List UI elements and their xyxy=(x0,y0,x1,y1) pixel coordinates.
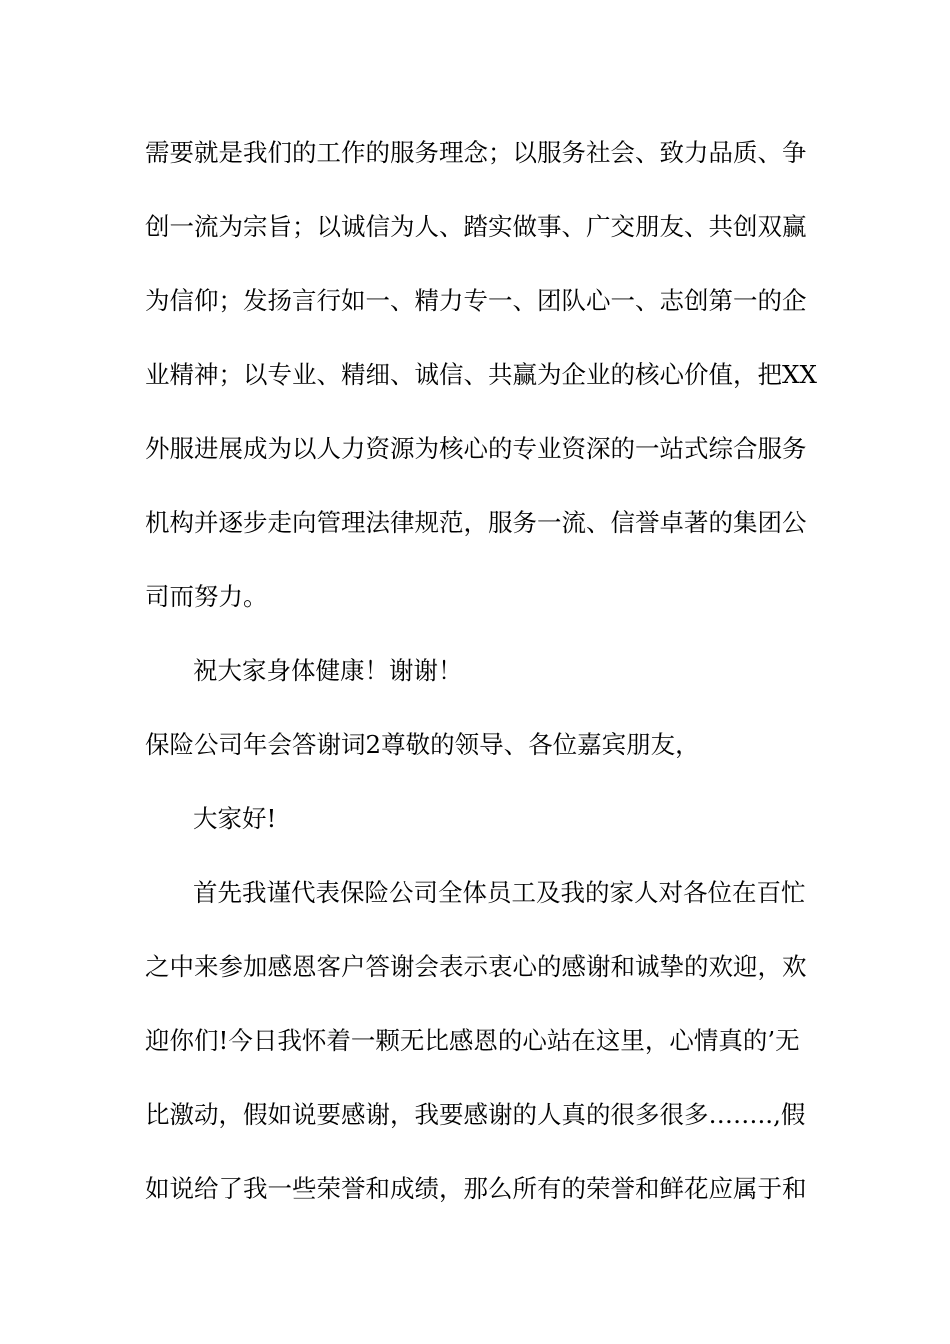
text-line: 机构并逐步走向管理法律规范，服务一流、信誉卓著的集团公 xyxy=(145,508,807,537)
text-line: 外服进展成为以人力资源为核心的专业资深的一站式综合服务 xyxy=(145,434,807,463)
text-line: 之中来参加感恩客户答谢会表示衷心的感谢和诚挚的欢迎，欢 xyxy=(145,952,807,981)
section-heading-line: 保险公司年会答谢词2尊敬的领导、各位嘉宾朋友， xyxy=(145,730,700,759)
text-line: 如说给了我一些荣誉和成绩，那么所有的荣誉和鲜花应属于和 xyxy=(145,1174,807,1203)
text-line: 业精神；以专业、精细、诚信、共赢为企业的核心价值，把XX xyxy=(145,360,817,389)
text-line: 需要就是我们的工作的服务理念；以服务社会、致力品质、争 xyxy=(145,138,807,167)
text-line: 为信仰；发扬言行如一、精力专一、团队心一、志创第一的企 xyxy=(145,286,807,315)
text-line: 创一流为宗旨；以诚信为人、踏实做事、广交朋友、共创双赢 xyxy=(145,212,807,241)
text-line: 比激动，假如说要感谢，我要感谢的人真的很多很多……..,假 xyxy=(145,1100,806,1129)
text-line: 迎你们!今日我怀着一颗无比感恩的心站在这里，心情真的’无 xyxy=(145,1026,800,1055)
greeting-line: 大家好! xyxy=(193,804,277,833)
text-line: 祝大家身体健康！谢谢！ xyxy=(193,656,463,685)
text-line: 首先我谨代表保险公司全体员工及我的家人对各位在百忙 xyxy=(193,878,806,907)
text-line: 司而努力。 xyxy=(145,582,268,611)
